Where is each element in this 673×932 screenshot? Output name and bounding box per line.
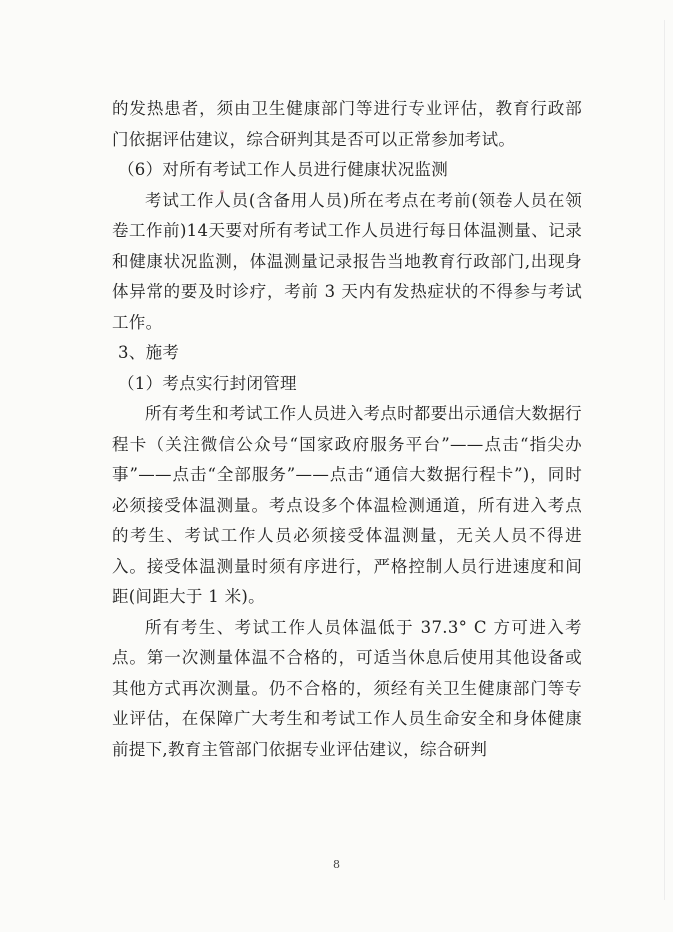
section-heading-1: （1）考点实行封闭管理 [118,373,297,393]
page-body [112,94,582,765]
section-heading-6: （6）对所有考试工作人员进行健康状况监测 [118,160,448,179]
page-number: 8 [333,858,340,871]
scan-edge-line [664,20,665,900]
section-heading-3: 3、施考 [118,343,180,362]
paragraph-temperature: 所有考生、考试工作人员体温低于 37.3° C 方可进入考点。第一次测量体温不合格的，可适当休息后使用其他设备或其他方式再次测量。仍不合格的，须经有关卫生健康部门等专业评估，在保障广大考生和考试工作人员生命安全和身体健康前提下,教育主管部门依据专业评估建议，综合研判 [112,617,582,759]
paragraph-continuation: 的发热患者，须由卫生健康部门等进行专业评估，教育行政部门依据评估建议，综合研判其是否可以正常参加考试。 [112,99,582,149]
paragraph-staff-monitoring: 考试工作人员(含备用人员)所在考点在考前(领卷人员在领卷工作前)14天要对所有考试工作人员进行每日体温测量、记录和健康状况监测，体温测量记录报告当地教育行政部门,出现身体异常的要及时诊疗，考前 3 天内有发热症状的不得参与考试工作。 [112,190,582,332]
paragraph-closed-management: 所有考生和考试工作人员进入考点时都要出示通信大数据行程卡（关注微信公众号“国家政府服务平台”——点击“指尖办事”——点击“全部服务”——点击“通信大数据行程卡”)，同时必须接受体温测量。考点设多个体温检测通道，所有进入考点的考生、考试工作人员必须接受体温测量，无关人员不得进入。接受体温测量时须有序进行，严格控制人员行进速度和间距(间距大于 1 米)。 [112,404,582,606]
